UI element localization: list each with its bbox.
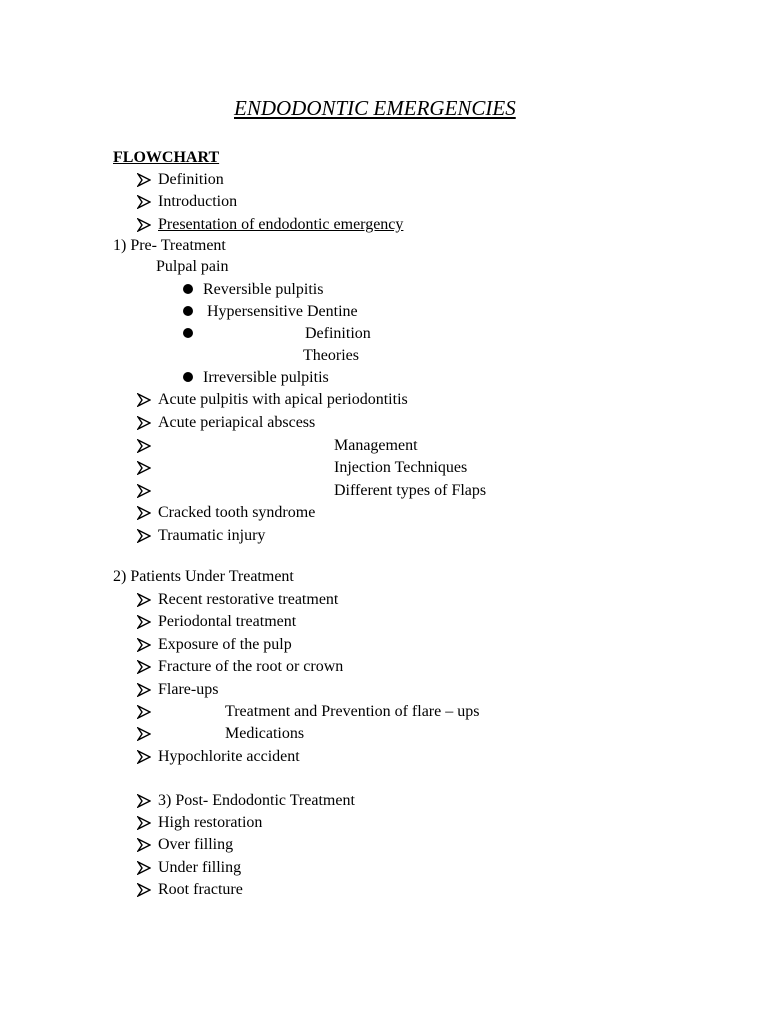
arrow-bullet-icon — [137, 794, 151, 808]
arrow-bullet-icon — [137, 683, 151, 697]
list-item: Root fracture — [158, 881, 243, 898]
list-item: Exposure of the pulp — [158, 636, 292, 653]
list-item: Periodontal treatment — [158, 613, 297, 630]
arrow-bullet-icon — [137, 883, 151, 897]
arrow-bullet-icon — [137, 439, 151, 453]
arrow-bullet-icon — [137, 638, 151, 652]
list-item: Injection Techniques — [334, 459, 468, 476]
arrow-bullet-icon — [137, 838, 151, 852]
list-item: Under filling — [158, 859, 242, 876]
arrow-bullet-icon — [137, 173, 151, 187]
arrow-bullet-icon — [137, 727, 151, 741]
arrow-bullet-icon — [137, 506, 151, 520]
flowchart-heading: FLOWCHART — [113, 149, 220, 166]
list-item: Reversible pulpitis — [203, 281, 324, 298]
arrow-bullet-icon — [137, 195, 151, 209]
list-item: Acute periapical abscess — [158, 414, 316, 431]
section-heading: 1) Pre- Treatment — [113, 237, 226, 254]
list-item: Irreversible pulpitis — [203, 369, 329, 386]
list-item: Different types of Flaps — [334, 482, 487, 499]
list-item: High restoration — [158, 814, 263, 831]
list-item: Flare-ups — [158, 681, 219, 698]
arrow-bullet-icon — [137, 750, 151, 764]
list-item: Definition — [305, 325, 371, 342]
arrow-bullet-icon — [137, 816, 151, 830]
bullet-dot-icon — [183, 306, 193, 316]
list-item: Acute pulpitis with apical periodontitis — [158, 391, 408, 408]
list-item: Management — [334, 437, 418, 454]
arrow-bullet-icon — [137, 218, 151, 232]
list-item: Fracture of the root or crown — [158, 658, 344, 675]
arrow-bullet-icon — [137, 529, 151, 543]
arrow-bullet-icon — [137, 416, 151, 430]
list-item: Treatment and Prevention of flare – ups — [225, 703, 480, 720]
list-item: Over filling — [158, 836, 234, 853]
arrow-bullet-icon — [137, 660, 151, 674]
list-item: Medications — [225, 725, 305, 742]
list-item: Theories — [303, 347, 359, 364]
list-item: Traumatic injury — [158, 527, 266, 544]
bullet-dot-icon — [183, 328, 193, 338]
list-item: Hypersensitive Dentine — [207, 303, 358, 320]
arrow-bullet-icon — [137, 705, 151, 719]
list-item: Presentation of endodontic emergency — [158, 216, 404, 233]
list-item: Cracked tooth syndrome — [158, 504, 316, 521]
document-title: ENDODONTIC EMERGENCIES — [234, 96, 516, 120]
list-item: Introduction — [158, 193, 238, 210]
list-item: Definition — [158, 171, 224, 188]
arrow-bullet-icon — [137, 615, 151, 629]
section-heading: 2) Patients Under Treatment — [113, 568, 294, 585]
bullet-dot-icon — [183, 372, 193, 382]
list-item: Recent restorative treatment — [158, 591, 339, 608]
arrow-bullet-icon — [137, 484, 151, 498]
bullet-dot-icon — [183, 284, 193, 294]
arrow-bullet-icon — [137, 861, 151, 875]
arrow-bullet-icon — [137, 593, 151, 607]
arrow-bullet-icon — [137, 393, 151, 407]
arrow-bullet-icon — [137, 461, 151, 475]
subheading: Pulpal pain — [156, 258, 229, 275]
list-item: Hypochlorite accident — [158, 748, 300, 765]
section-heading: 3) Post- Endodontic Treatment — [158, 792, 355, 809]
